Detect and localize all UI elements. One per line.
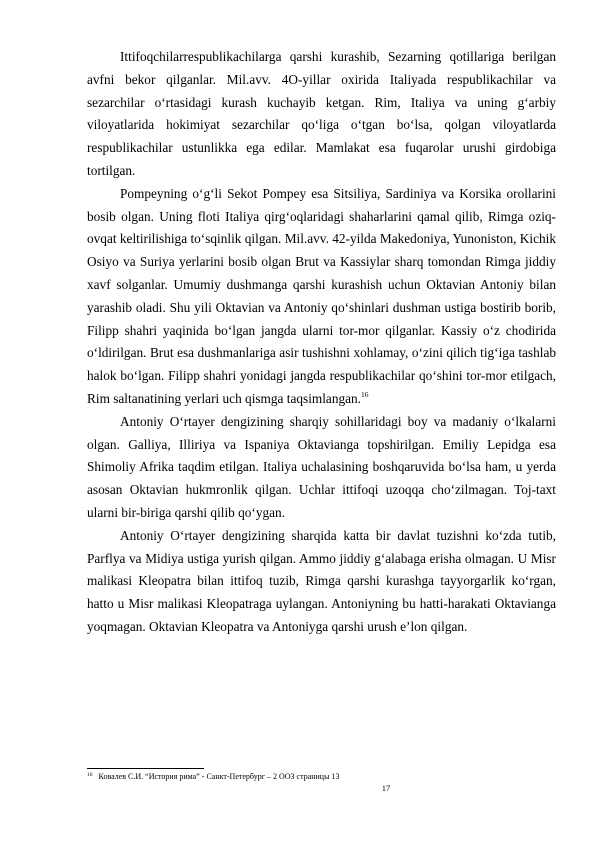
paragraph-3-text: Antoniy Oʻrtayer dengizining sharqiy sohillaridagi boy va madaniy oʻlkalarni olgan. Galliya, Illiriya va Ispaniya Oktavianga topshirilgan. Emiliy Lepidga esa Shimoliy Afrika taqdim etilgan. Italiya uchalasining boshqaruvida boʻlsa ham, u yerda asosan Oktavian hukmronlik qilgan. Uchlar ittifoqi uzoqqa choʻzilmagan. Toj-taxt ularni bir-biriga qarshi qilib qoʻygan. <box>87 413 556 520</box>
paragraph-2 <box>87 183 556 411</box>
footnote-reference[interactable]: 16 <box>361 389 369 399</box>
page-number: 17 <box>381 783 391 793</box>
paragraph-4 <box>87 525 556 639</box>
paragraph-1 <box>87 46 556 183</box>
footnote-mark: 16 <box>87 772 93 778</box>
footnote <box>87 772 556 782</box>
paragraph-1-text: Ittifoqchilarrespublikachilarga qarshi kurashib, Sezarning qotillariga berilgan avfni bekor qilganlar. Mil.avv. 4O-yillar oxirida Italiyada respublikachilar va sezarchilar oʻrtasidagi kurash kuchayib ketgan. Rim, Italiya va uning gʻarbiy viloyatlarida hokimiyat sezarchilar qoʻliga oʻtgan boʻlsa, qolgan viloyatlarda respublikachilar ustunlikka ega edilar. Mamlakat esa fuqarolar urushi girdobiga tortilgan. <box>87 49 556 178</box>
footnote-text: Ковалев С.И. “История рима” - Санкт-Петербург – 2 ООЗ страницы 13 <box>98 772 340 781</box>
body-text <box>87 46 556 639</box>
footnote-divider <box>87 768 204 769</box>
paragraph-3 <box>87 411 556 525</box>
paragraph-4-text: Antoniy Oʻrtayer dengizining sharqida katta bir davlat tuzishni koʻzda tutib, Parflya va Midiya ustiga yurish qilgan. Ammo jiddiy gʻalabaga erisha olmagan. U Misr malikasi Kleopatra bilan ittifoq tuzib, Rimga qarshi kurashga tayyorgarlik koʻrgan, hatto u Misr malikasi Kleopatraga uylangan. Antoniyning bu hatti-harakati Oktavianga yoqmagan. Oktavian Kleopatra va Antoniyga qarshi urush eʼlon qilgan. <box>87 527 556 634</box>
paragraph-2-text: Pompeyning oʻgʻli Sekot Pompey esa Sitsiliya, Sardiniya va Korsika orollarini bosib olgan. Uning floti Italiya qirgʻoqlaridagi shaharlarini qamal qilib, Rimga oziq-ovqat keltirilishiga toʻsqinlik qilgan. Mil.avv. 42-yilda Makedoniya, Yunoniston, Kichik Osiyo va Suriya yerlarini bosib olgan Brut va Kassiylar sharq tomondan Rimga jiddiy xavf solganlar. Umumiy dushmanga qarshi kurashish uchun Oktavian Antoniy bilan yarashib oladi. Shu yili Oktavian va Antoniy qoʻshinlari dushman ustiga bostirib borib, Filipp shahri yaqinida boʻlgan jangda ularni tor-mor qilganlar. Kassiy oʻz chodirida oʻldirilgan. Brut esa dushmanlariga asir tushishni xohlamay, oʻzini qilich tigʻiga tashlab halok boʻlgan. Filipp shahri yonidagi jangda respublikachilar qoʻshini tor-mor etilgach, Rim saltanatining yerlari uch qismga taqsimlangan. <box>87 185 556 406</box>
